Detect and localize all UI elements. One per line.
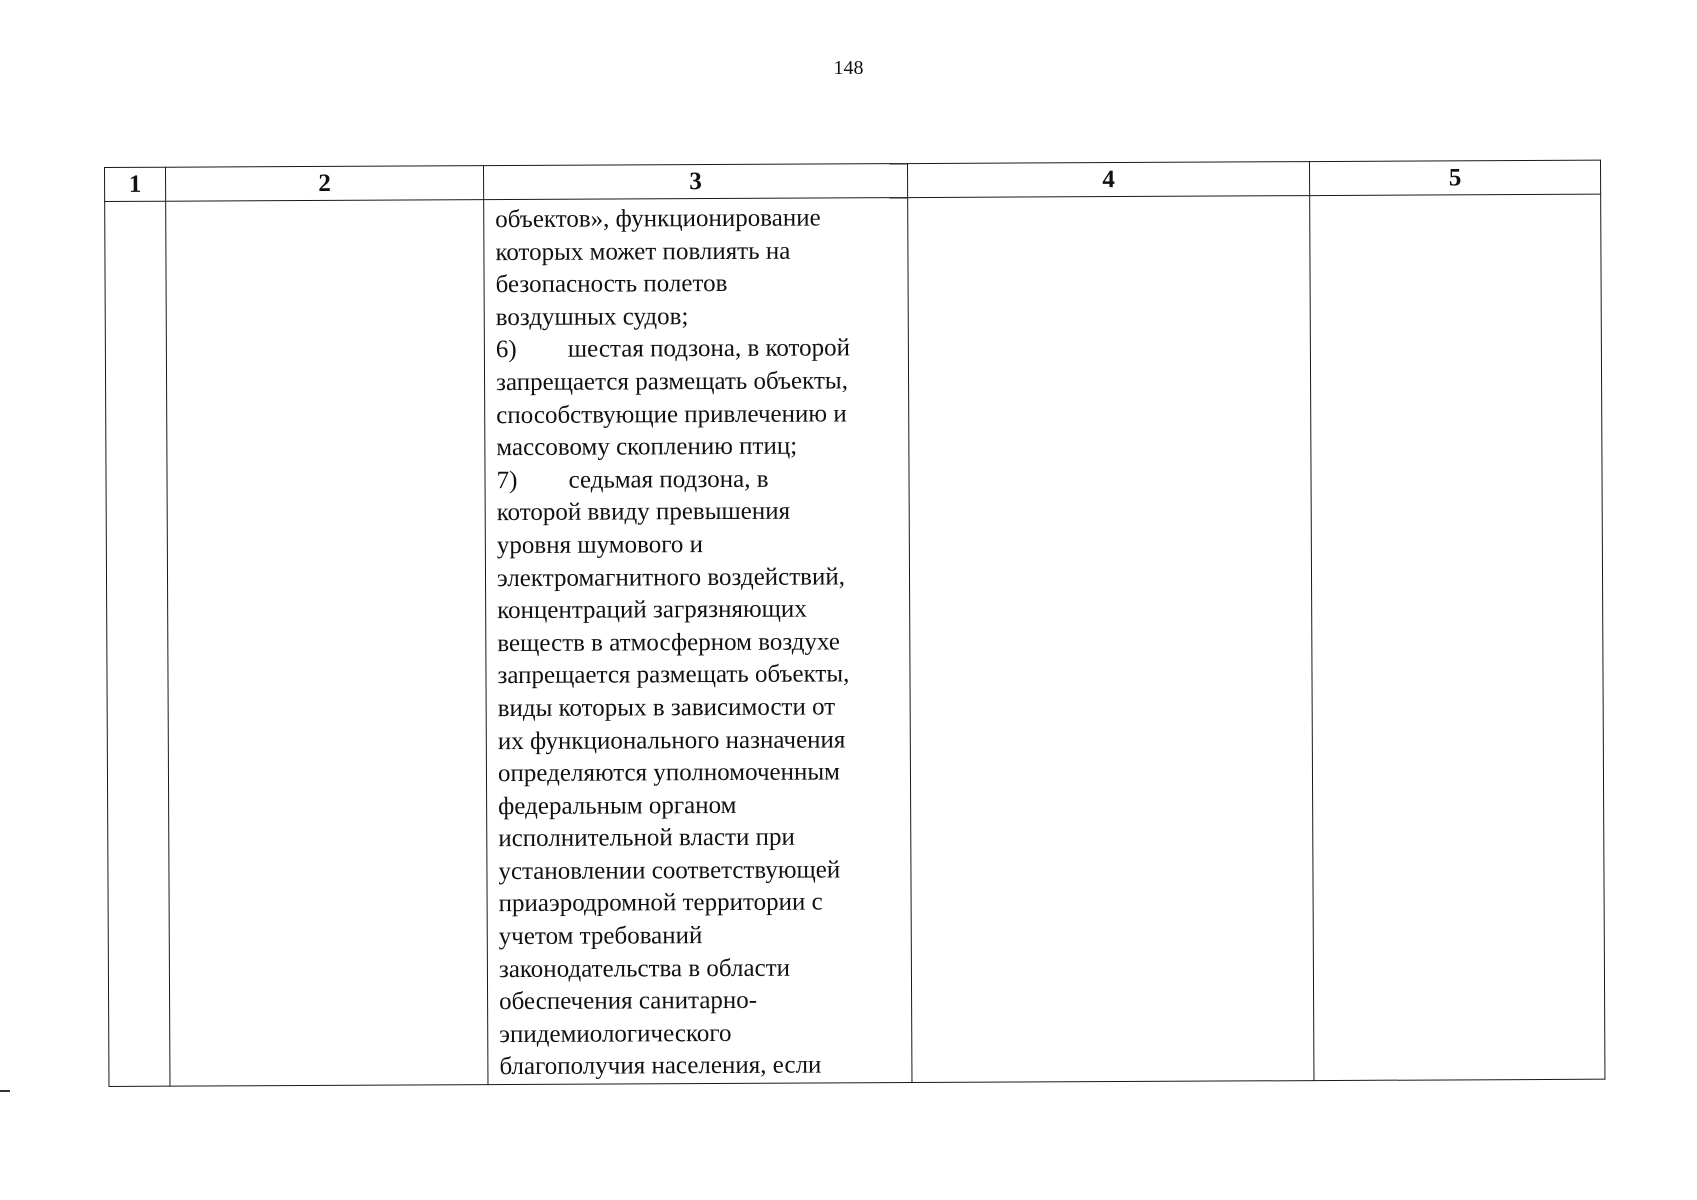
cell-column-2 bbox=[166, 200, 488, 1087]
text-line: запрещается размещать объекты, bbox=[497, 660, 850, 690]
text-line: виды которых в зависимости от bbox=[497, 693, 836, 722]
cell-column-5 bbox=[1310, 194, 1605, 1080]
text-line: шестая подзона, в которой bbox=[567, 334, 851, 364]
text-line: объектов», функционирование bbox=[495, 204, 821, 234]
text-line: воздушных судов; bbox=[495, 302, 689, 331]
column-header-3: 3 bbox=[483, 164, 907, 200]
text-line: приаэродромной территории с bbox=[498, 888, 823, 918]
page-number: 148 bbox=[833, 57, 864, 79]
column-header-4: 4 bbox=[907, 162, 1309, 198]
text-line: учетом требований bbox=[498, 922, 703, 951]
text-line: эпидемиологического bbox=[499, 1019, 732, 1048]
text-line: седьмая подзона, в bbox=[568, 465, 769, 494]
text-line: их функционального назначения bbox=[497, 725, 846, 755]
document-table bbox=[104, 160, 1605, 1087]
column-header-5: 5 bbox=[1309, 160, 1600, 195]
text-line: благополучия населения, если bbox=[499, 1051, 822, 1081]
text-line: определяются уполномоченным bbox=[497, 758, 841, 788]
text-line: концентраций загрязняющих bbox=[497, 595, 807, 625]
column-header-2: 2 bbox=[166, 166, 484, 202]
text-line: уровня шумового и bbox=[496, 531, 703, 560]
list-number: 7) bbox=[496, 466, 518, 494]
text-line: массовому скоплению птиц; bbox=[496, 432, 798, 462]
text-line: законодательства в области bbox=[498, 954, 791, 983]
text-line: установлении соответствующей bbox=[498, 856, 841, 885]
text-line: электромагнитного воздействий, bbox=[496, 562, 846, 592]
column-3-text bbox=[484, 198, 911, 1084]
text-line: обеспечения санитарно- bbox=[499, 987, 758, 1016]
list-item bbox=[496, 332, 902, 367]
text-line: которой ввиду превышения bbox=[496, 497, 791, 527]
cell-column-4 bbox=[908, 196, 1314, 1083]
text-line: исполнительной власти при bbox=[498, 823, 795, 853]
list-item bbox=[496, 463, 902, 498]
text-line: веществ в атмосферном воздухе bbox=[497, 628, 840, 657]
text-line: запрещается размещать объекты, bbox=[495, 367, 848, 397]
column-header-1: 1 bbox=[105, 167, 166, 201]
list-number: 6) bbox=[495, 336, 517, 364]
text-line: безопасность полетов bbox=[495, 270, 728, 299]
text-line: федеральным органом bbox=[498, 791, 737, 820]
text-line: которых может повлиять на bbox=[495, 237, 791, 266]
table-row bbox=[105, 194, 1605, 1086]
scan-artifact-mark bbox=[0, 1090, 10, 1092]
cell-column-3 bbox=[484, 198, 912, 1085]
cell-column-1 bbox=[105, 201, 170, 1086]
text-line: способствующие привлечению и bbox=[496, 399, 847, 429]
